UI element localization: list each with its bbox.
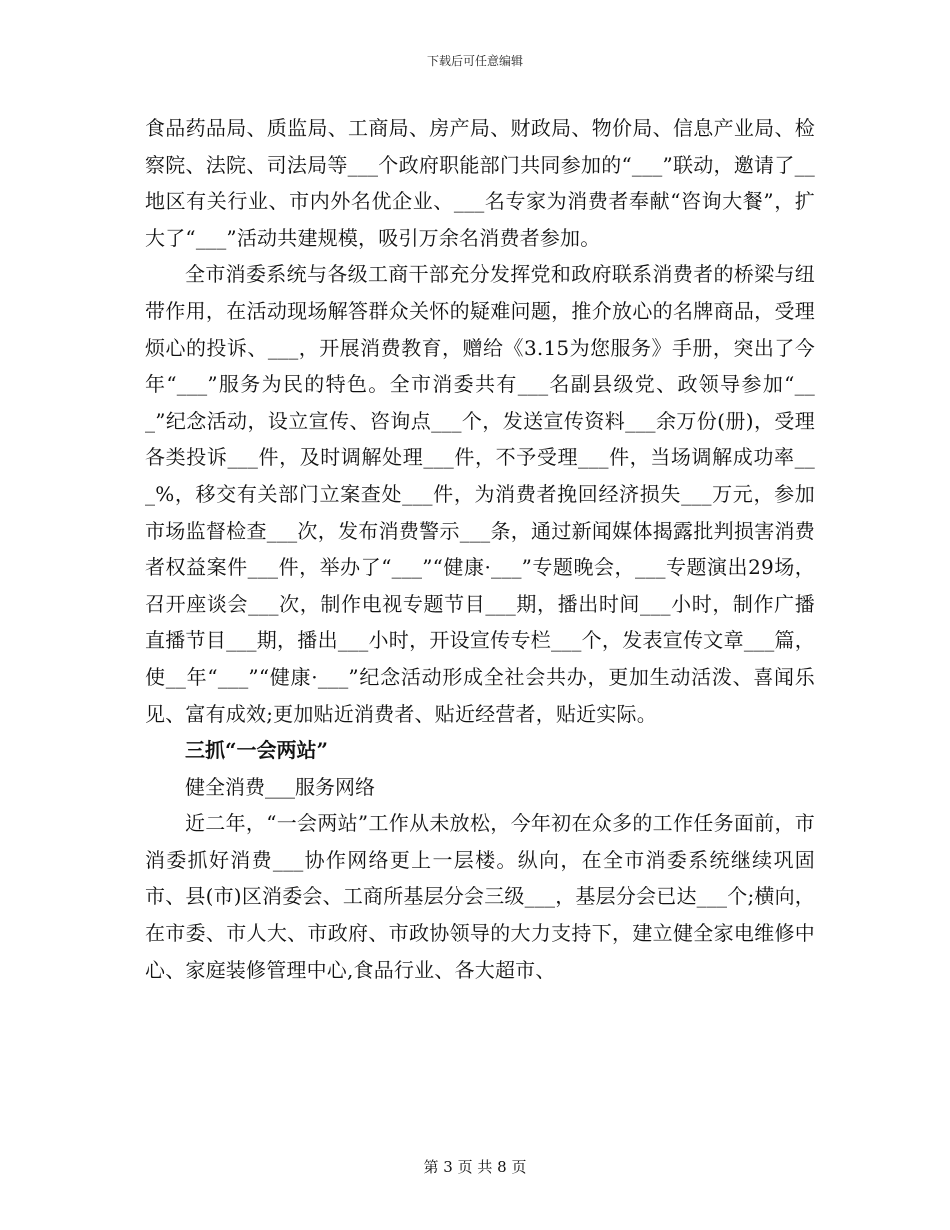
page-number: 第 3 页 共 8 页 xyxy=(423,1158,527,1176)
paragraph-2: 全市消委系统与各级工商干部充分发挥党和政府联系消费者的桥梁与纽带作用，在活动现场解答群众关怀的疑难问题，推介放心的名牌商品，受理烦心的投诉、___，开展消费教育，赠给《3.15为您服务》手册，突出了今年“___”服务为民的特色。全市消委共有___名副县级党、政领导参加“___”纪念活动，设立宣传、咨询点___个，发送宣传资料___余万份(册)，受理各类投诉___件，及时调解处理___件，不予受理___件，当场调解成功率___%，移交有关部门立案查处___件，为消费者挽回经济损失___万元，参加市场监督检查___次，发布消费警示___条，通过新闻媒体揭露批判损害消费者权益案件___件，举办了“___”“健康·___”专题晚会，___专题演出29场，召开座谈会___次，制作电视专题节目___期，播出时间___小时，制作广播直播节目___期，播出___小时，开设宣传专栏___个，发表宣传文章___篇，使__年“___”“健康·___”纪念活动形成全社会共办，更加生动活泼、喜闻乐见、富有成效;更加贴近消费者、贴近经营者，贴近实际。 xyxy=(145,262,815,726)
paragraph-3: 近二年，“一会两站”工作从未放松，今年初在众多的工作任务面前，市消委抓好消费___协作网络更上一层楼。纵向，在全市消委系统继续巩固市、县(市)区消委会、工商所基层分会三级___，基层分会已达___个;横向，在市委、市人大、市政府、市政协领导的大力支持下，建立健全家电维修中心、家庭装修管理中心,食品行业、各大超市、 xyxy=(145,811,815,982)
document-body xyxy=(145,110,815,988)
section-heading: 三抓“一会两站” xyxy=(185,738,329,763)
page-header-note: 下载后可任意编辑 xyxy=(426,54,523,68)
section-subheading: 健全消费___服务网络 xyxy=(185,774,375,799)
paragraph-1: 食品药品局、质监局、工商局、房产局、财政局、物价局、信息产业局、检察院、法院、司法局等___个政府职能部门共同参加的“___”联动，邀请了__地区有关行业、市内外名优企业、___名专家为消费者奉献“咨询大餐”，扩大了“___”活动共建规模，吸引万余名消费者参加。 xyxy=(145,116,815,250)
